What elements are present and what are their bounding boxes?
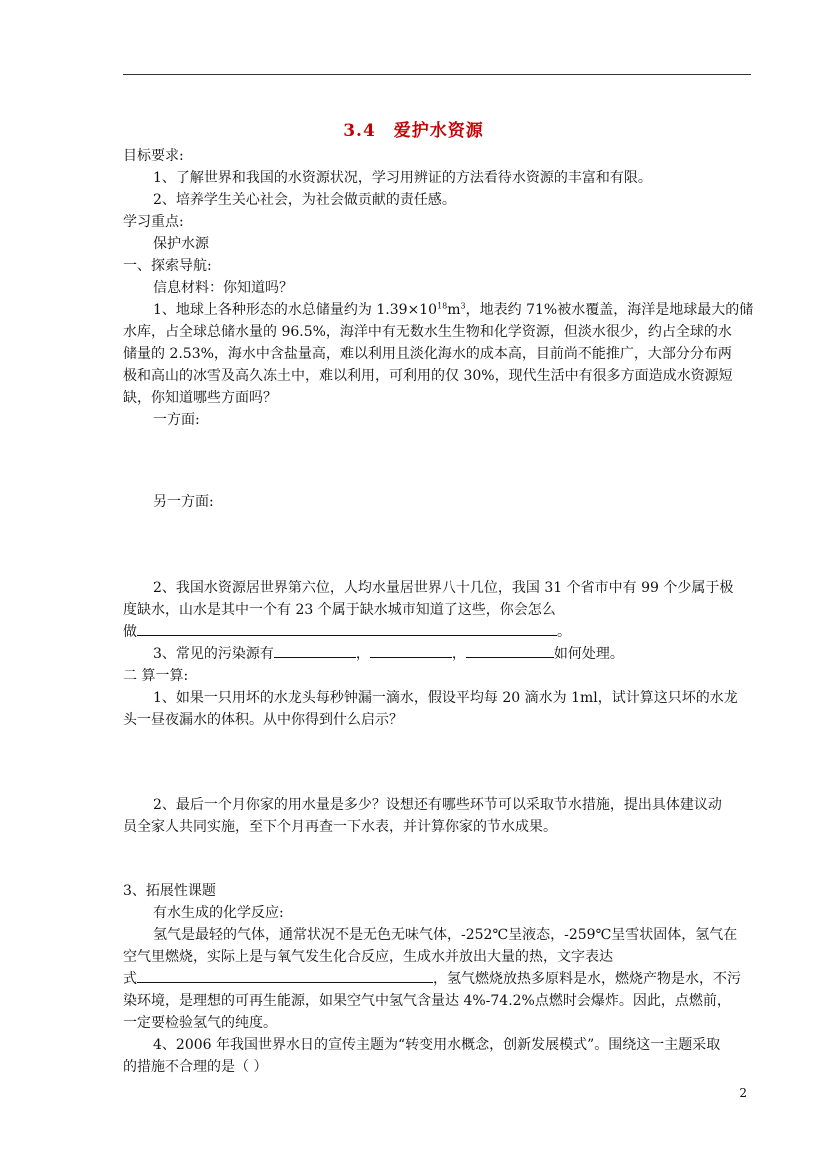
- objective-2: 2、培养学生关心社会，为社会做贡献的责任感。: [153, 192, 456, 208]
- paragraph-line: 员全家人共同实施，至下个月再查一下水表，并计算你家的节水成果。: [123, 819, 557, 835]
- paragraph-line: 水库，占全球总储水量的 96.5%，海洋中有无数水生生物和化学资源，但淡水很少，约占全球的水: [123, 324, 732, 340]
- answer-blank[interactable]: [274, 643, 356, 658]
- subheading: 有水生成的化学反应:: [153, 905, 284, 921]
- info-heading: 信息材料：你知道吗？: [153, 280, 293, 296]
- paragraph-line: 氢气是最轻的气体，通常状况不是无色无味气体，-252℃呈液态，-259℃呈雪状固体，氢气在: [153, 927, 738, 943]
- page-number: 2: [739, 1086, 747, 1100]
- paragraph-line: 头一昼夜漏水的体积。从中你得到什么启示？: [123, 712, 403, 728]
- answer-blank[interactable]: [137, 968, 433, 983]
- objectives-heading: 目标要求:: [123, 148, 184, 164]
- section-number: 3.4: [343, 121, 376, 141]
- answer-label-one-side: 一方面:: [153, 412, 200, 428]
- section-2-heading: 二 算一算:: [123, 668, 189, 684]
- fill-in-line: 3、常见的污染源有 ， ， 如何处理。: [153, 643, 624, 665]
- focus-text: 保护水源: [153, 236, 209, 252]
- section-1-heading: 一、探索导航:: [123, 258, 212, 274]
- paragraph-line: 空气里燃烧，实际上是与氧气发生化合反应，生成水并放出大量的热，文字表达: [123, 949, 613, 965]
- fill-in-line: 式 ，氢气燃烧放热多原料是水，燃烧产物是水，不污: [123, 968, 741, 990]
- paragraph-line: 极和高山的冰雪及高久冻土中，难以利用，可利用的仅 30%，现代生活中有很多方面造成水资源短: [123, 368, 733, 384]
- paragraph-line: 储量的 2.53%，海水中含盐量高，难以利用且淡化海水的成本高，目前尚不能推广，大部分分布两: [123, 346, 732, 362]
- paragraph-line: 度缺水，山水是其中一个有 23 个属于缺水城市知道了这些，你会怎么: [123, 602, 556, 618]
- paragraph-line: 1、地球上各种形态的水总储量约为 $1.39\times 10^{18}m^3$，地表约 71%被水覆盖，海洋是地球最大的储: [153, 301, 754, 318]
- answer-blank[interactable]: [370, 643, 452, 658]
- paragraph-line: 4、2006 年我国世界水日的宣传主题为“转变用水概念，创新发展模式”。围绕这一主题采取: [153, 1037, 721, 1053]
- answer-label-other-side: 另一方面:: [153, 494, 214, 510]
- answer-blank[interactable]: [466, 643, 554, 658]
- fill-in-line: 做 。: [123, 621, 571, 643]
- objective-1: 1、了解世界和我国的水资源状况，学习用辨证的方法看待水资源的丰富和有限。: [153, 170, 652, 186]
- page-title: [0, 116, 827, 141]
- question-line: 的措施不合理的是（ ）: [123, 1059, 268, 1075]
- paragraph-line: 一定要检验氢气的纯度。: [123, 1015, 277, 1031]
- answer-blank[interactable]: [137, 621, 557, 636]
- header-rule: [123, 74, 751, 75]
- paragraph-line: 1、如果一只用坏的水龙头每秒钟漏一滴水，假设平均每 20 滴水为 1ml，试计算这只坏的水龙: [153, 690, 738, 706]
- paragraph-line: 2、我国水资源居世界第六位，人均水量居世界八十几位，我国 31 个省市中有 99 个少属于极: [153, 580, 734, 596]
- section-3-heading: 3、拓展性课题: [123, 883, 216, 899]
- section-title: 爱护水资源: [393, 121, 484, 141]
- paragraph-line: 缺，你知道哪些方面吗？: [123, 390, 277, 406]
- paragraph-line: 染环境，是理想的可再生能源，如果空气中氢气含量达 4%-74.2%点燃时会爆炸。因此，点燃前，: [123, 993, 731, 1009]
- focus-heading: 学习重点:: [123, 214, 184, 230]
- paragraph-line: 2、最后一个月你家的用水量是多少？设想还有哪些环节可以采取节水措施，提出具体建议动: [153, 797, 722, 813]
